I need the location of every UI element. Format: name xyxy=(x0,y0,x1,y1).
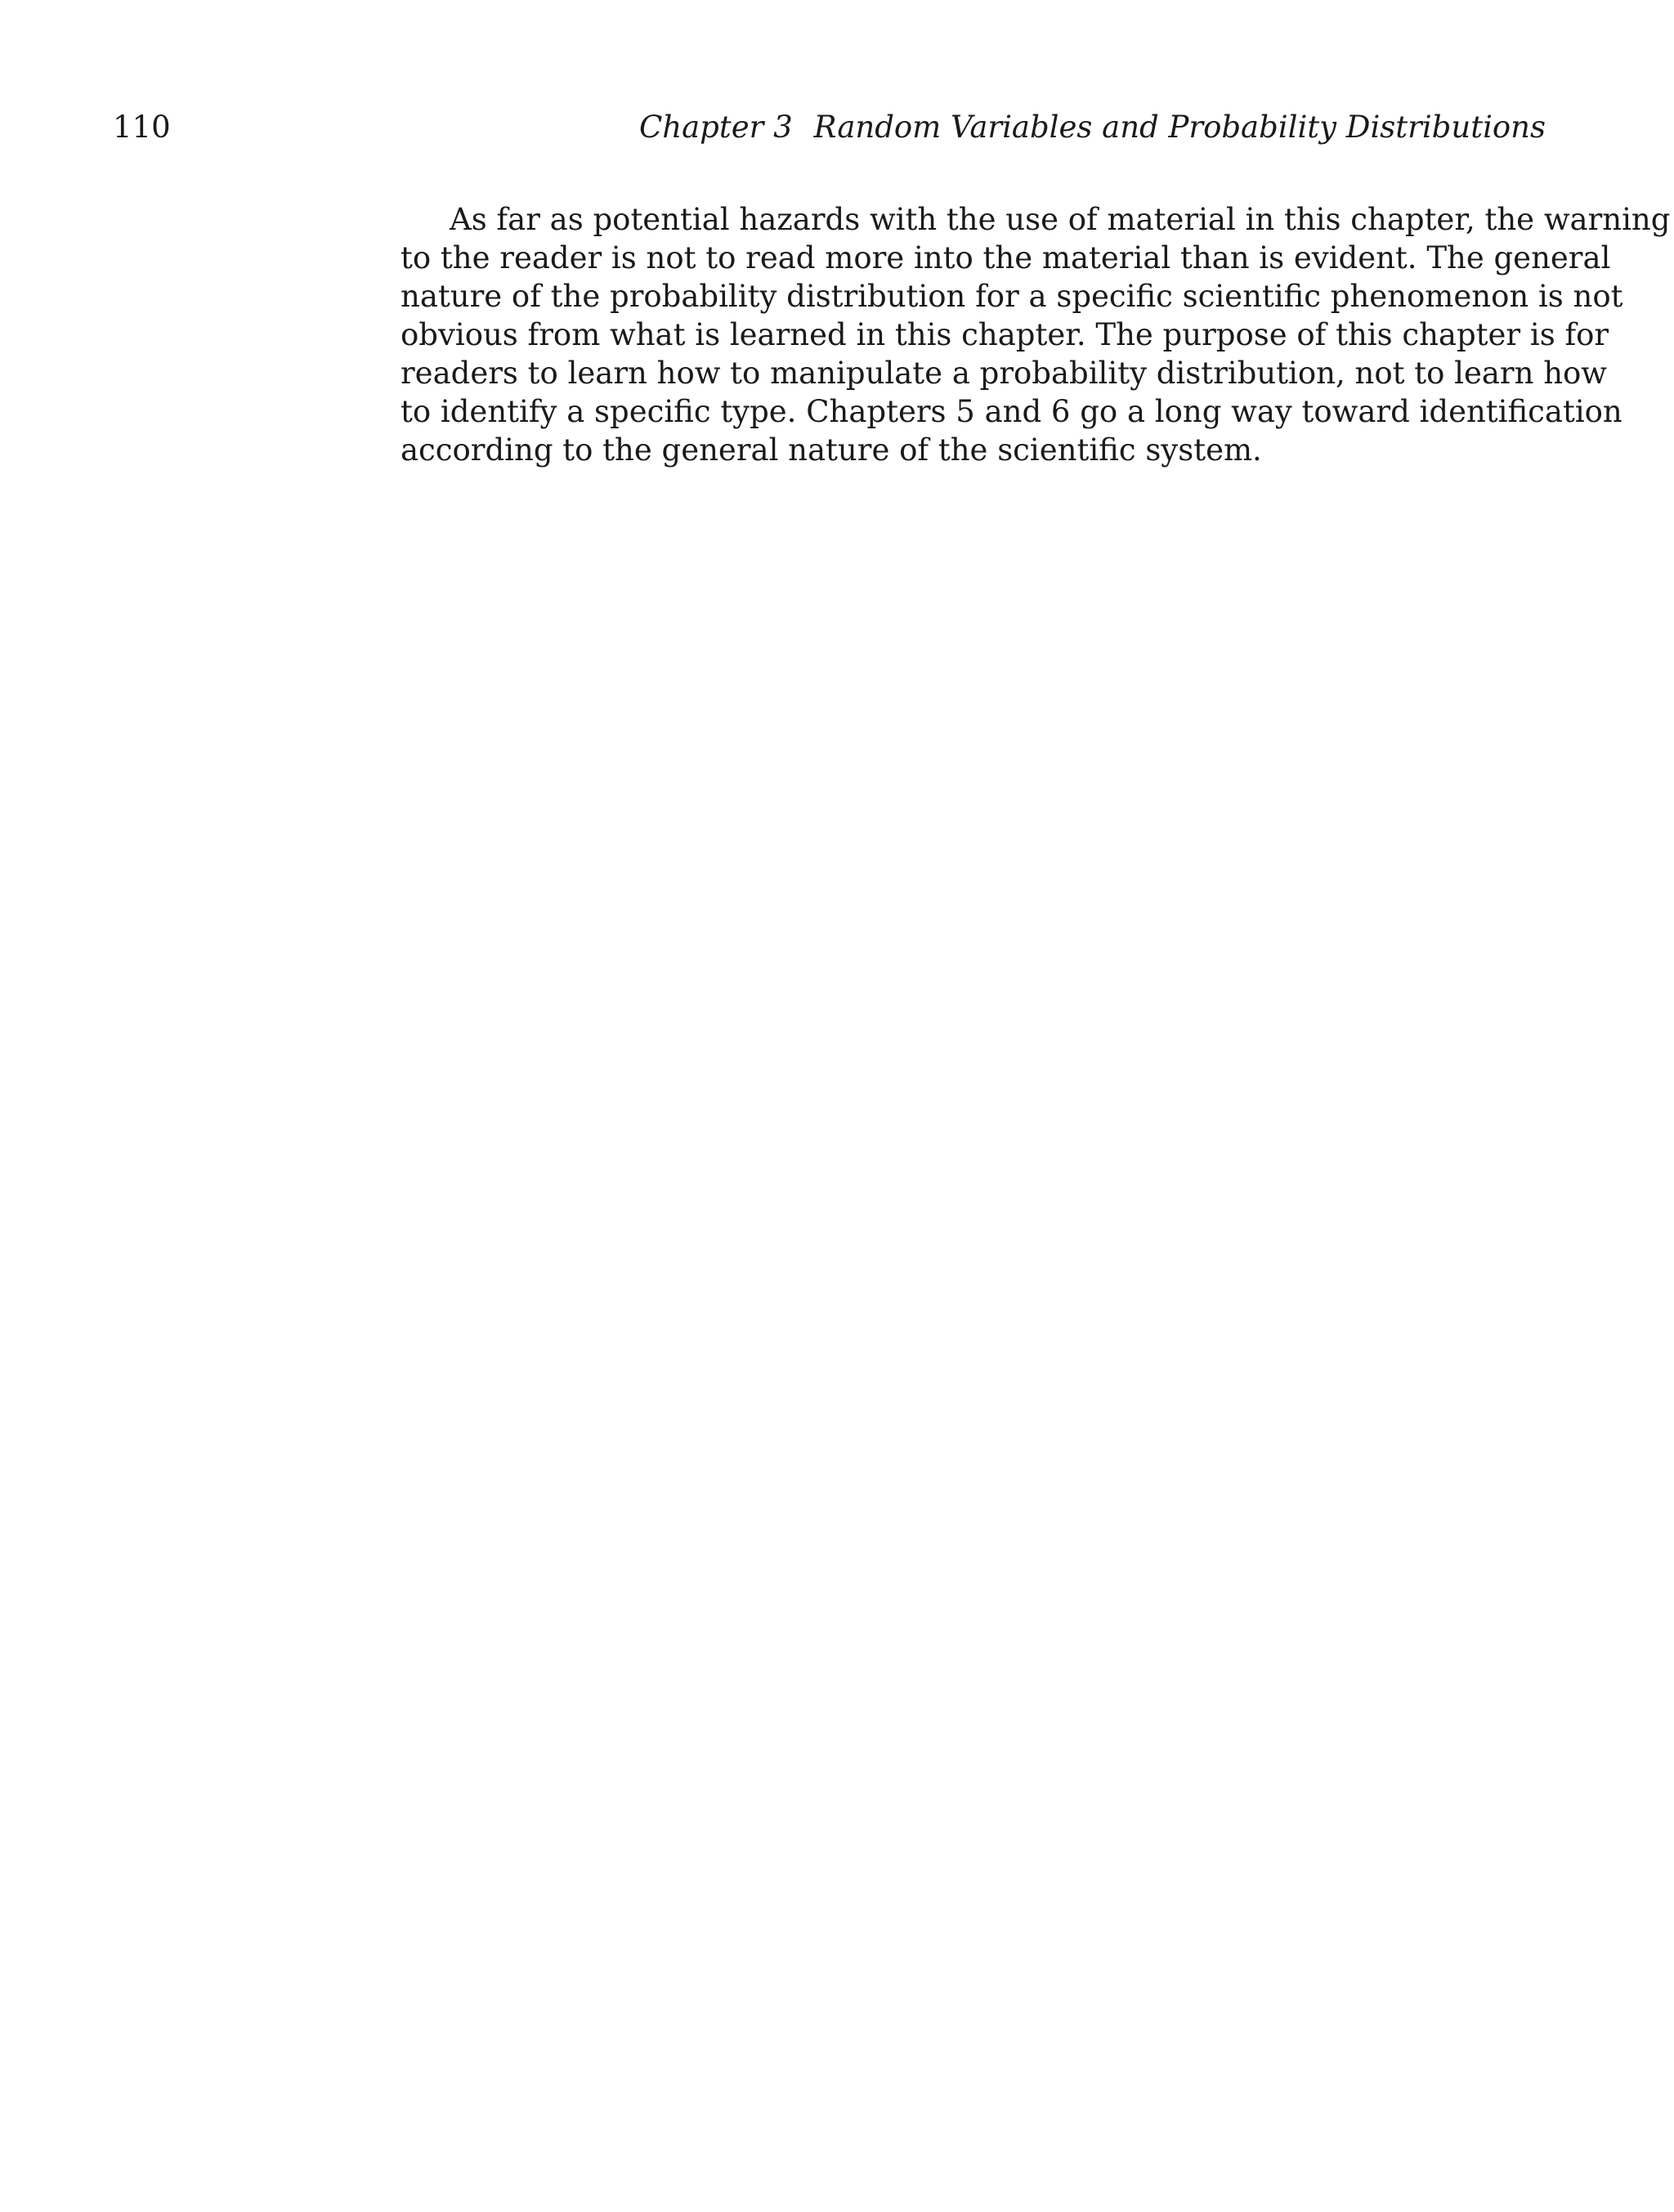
paragraph-line: obvious from what is learned in this chapter. The purpose of this chapter is for xyxy=(401,317,1609,352)
paragraph-line: As far as potential hazards with the use of material in this chapter, the warning xyxy=(450,202,1671,237)
paragraph-line: to identify a specific type. Chapters 5 and 6 go a long way toward identification xyxy=(401,394,1623,429)
paragraph-line: according to the general nature of the scientific system. xyxy=(401,432,1262,468)
paragraph-line: nature of the probability distribution for a specific scientific phenomenon is not xyxy=(401,279,1623,314)
body-paragraph xyxy=(401,200,1671,469)
chapter-label: Chapter 3 xyxy=(638,110,793,145)
page-number: 110 xyxy=(113,110,171,145)
paragraph-line: readers to learn how to manipulate a probability distribution, not to learn how xyxy=(401,356,1607,391)
paragraph-line: to the reader is not to read more into the material than is evident. The general xyxy=(401,240,1611,275)
chapter-title: Random Variables and Probability Distributions xyxy=(813,110,1546,145)
running-head xyxy=(639,106,1546,149)
